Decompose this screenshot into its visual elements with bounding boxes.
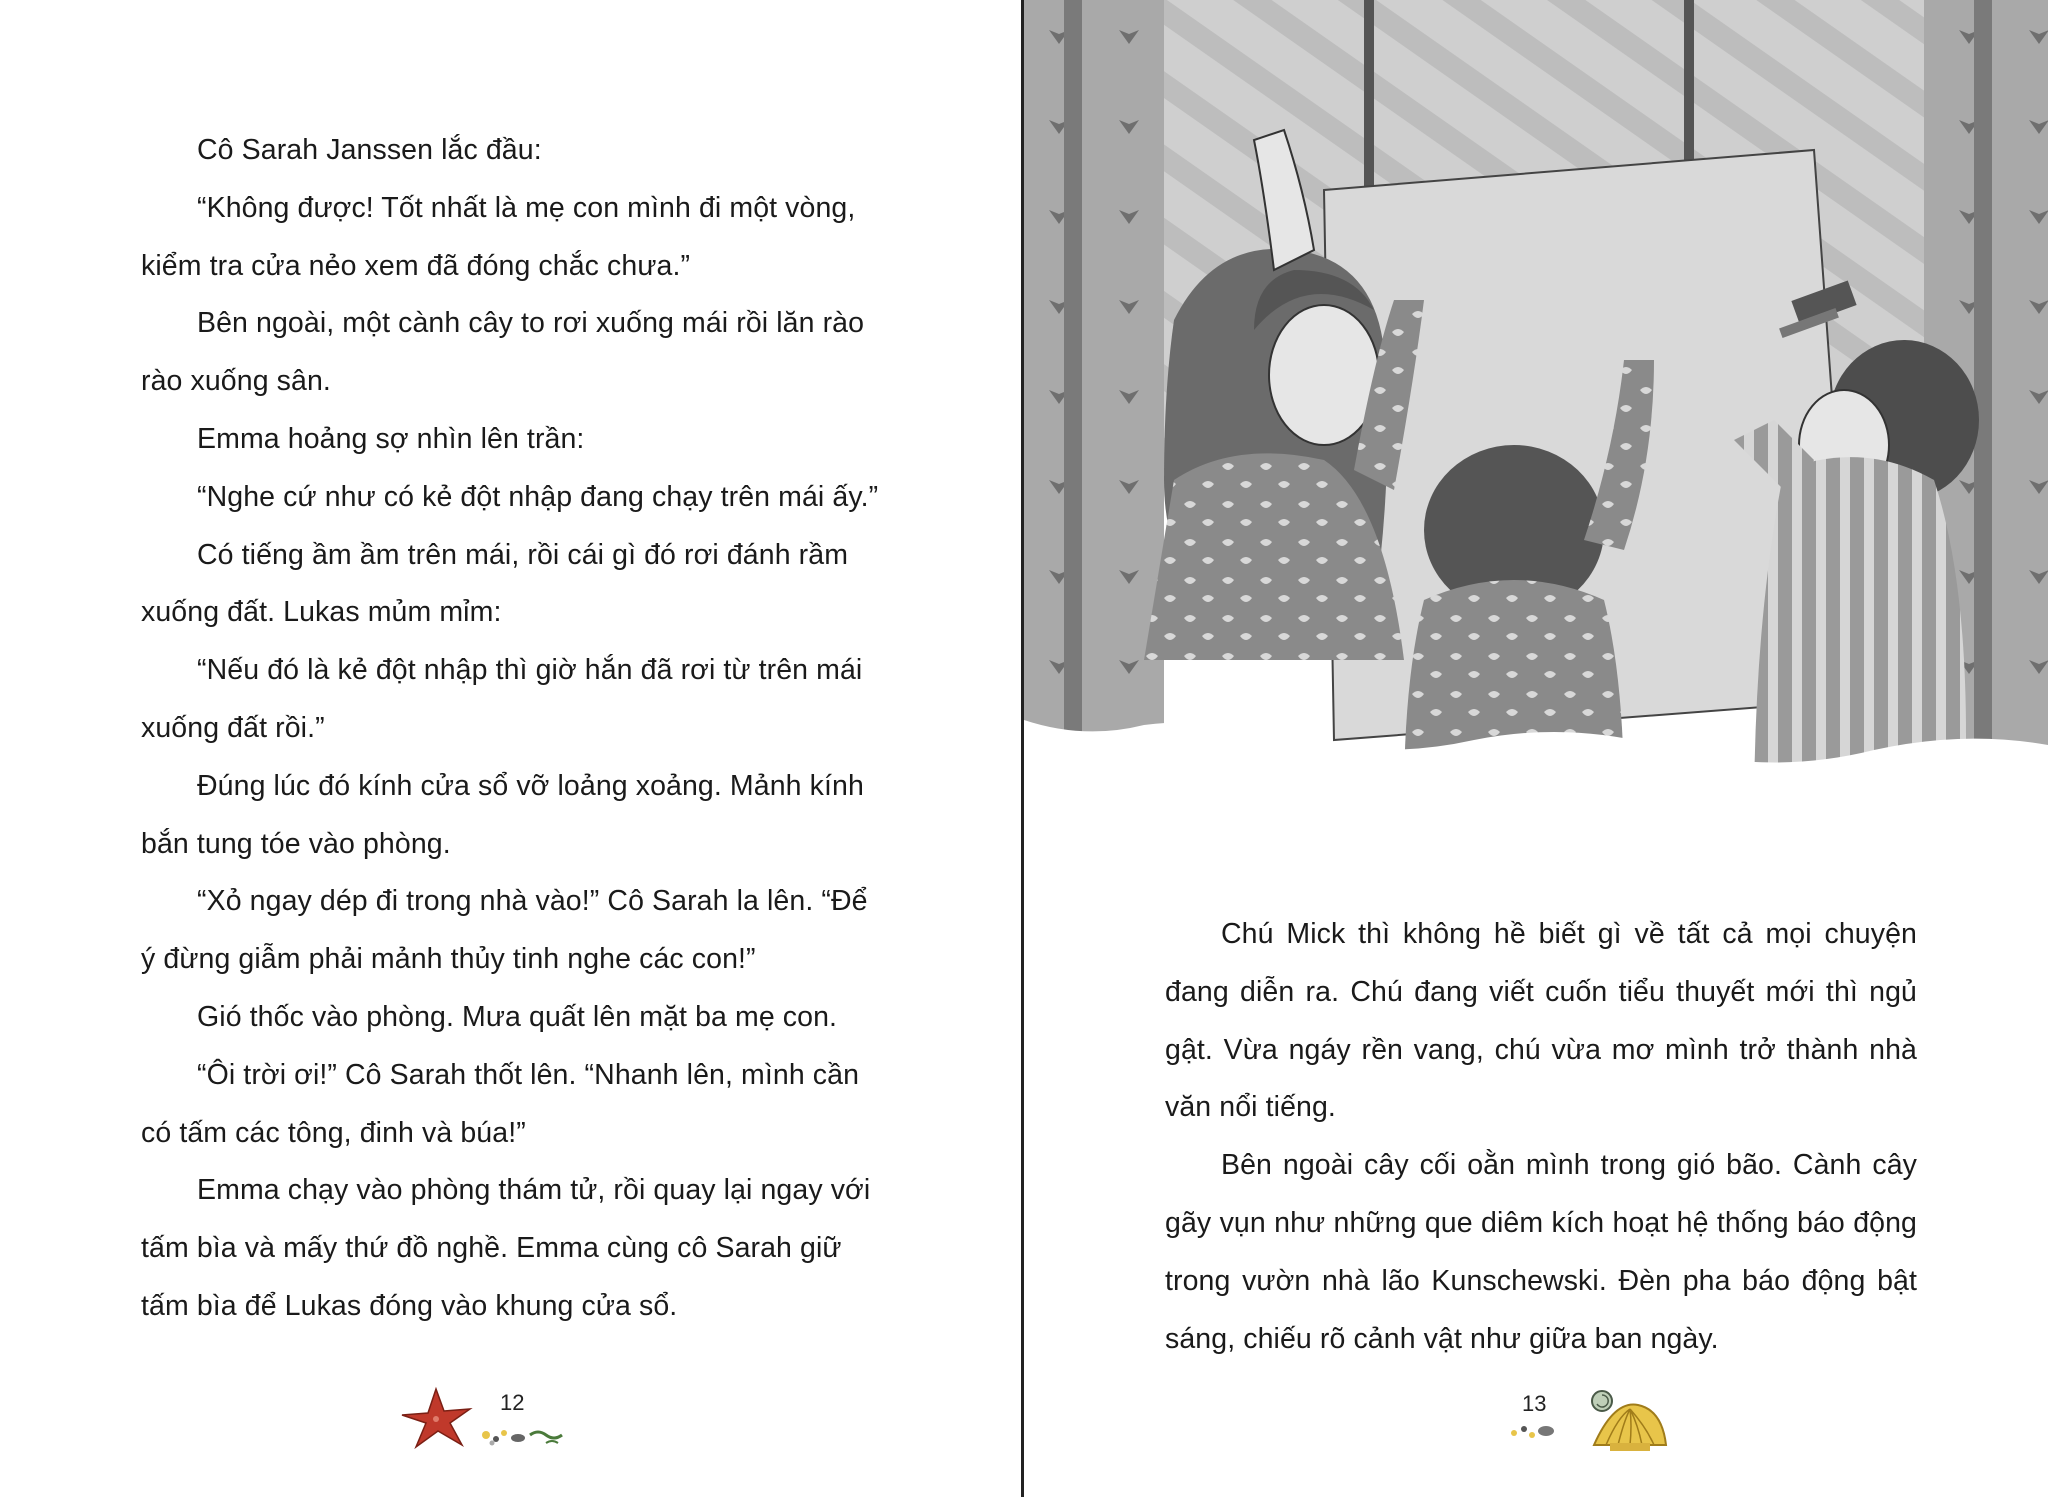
paragraph: Đúng lúc đó kính cửa sổ vỡ loảng xoảng. Mảnh kính bắn tung tóe vào phòng. bbox=[141, 769, 864, 860]
right-page-text bbox=[1165, 906, 1917, 1368]
right-page bbox=[1024, 0, 2048, 1497]
family-boarding-window-illustration bbox=[1024, 0, 2048, 820]
paragraph: “Ôi trời ơi!” Cô Sarah thốt lên. “Nhanh lên, mình cần có tấm các tông, đinh và búa!” bbox=[141, 1058, 860, 1149]
paragraph: Emma hoảng sợ nhìn lên trần: bbox=[197, 422, 585, 455]
page-number: 12 bbox=[500, 1390, 525, 1415]
starfish-icon bbox=[378, 1385, 588, 1455]
left-page-text bbox=[141, 122, 883, 1336]
seashell-icon bbox=[1494, 1383, 1694, 1455]
paragraph: Cô Sarah Janssen lắc đầu: bbox=[197, 134, 542, 166]
paragraph: Bên ngoài, một cành cây to rơi xuống mái rồi lăn rào rào xuống sân. bbox=[141, 307, 865, 398]
paragraph: Gió thốc vào phòng. Mưa quất lên mặt ba mẹ con. bbox=[197, 1000, 838, 1033]
paragraph: Có tiếng ầm ầm trên mái, rồi cái gì đó rơi đánh rầm xuống đất. Lukas mủm mỉm: bbox=[141, 538, 849, 629]
paragraph: Emma chạy vào phòng thám tử, rồi quay lại ngay với tấm bìa và mấy thứ đồ nghề. Emma cùng cô Sarah giữ tấm bìa để Lukas đóng vào khung cửa sổ. bbox=[141, 1174, 871, 1322]
page-number: 13 bbox=[1522, 1391, 1547, 1416]
paragraph: “Không được! Tốt nhất là mẹ con mình đi một vòng, kiểm tra cửa nẻo xem đã đóng chắc chưa.” bbox=[141, 191, 856, 282]
paragraph: Chú Mick thì không hề biết gì về tất cả mọi chuyện đang diễn ra. Chú đang viết cuốn tiểu thuyết mới thì ngủ gật. Vừa ngáy rền vang, chú vừa mơ mình trở thành nhà văn nổi tiếng. bbox=[1165, 918, 1917, 1124]
paragraph: “Nghe cứ như có kẻ đột nhập đang chạy trên mái ấy.” bbox=[197, 480, 879, 513]
paragraph: “Xỏ ngay dép đi trong nhà vào!” Cô Sarah la lên. “Để ý đừng giẫm phải mảnh thủy tinh nghe các con!” bbox=[141, 885, 868, 976]
paragraph: Bên ngoài cây cối oằn mình trong gió bão. Cành cây gãy vụn như những que diêm kích hoạt hệ thống báo động trong vườn nhà lão Kunschewski. Đèn pha báo động bật sáng, chiếu rõ cảnh vật như giữa ban ngày. bbox=[1165, 1149, 1917, 1355]
left-page bbox=[0, 0, 1022, 1497]
paragraph: “Nếu đó là kẻ đột nhập thì giờ hắn đã rơi từ trên mái xuống đất rồi.” bbox=[141, 654, 863, 744]
